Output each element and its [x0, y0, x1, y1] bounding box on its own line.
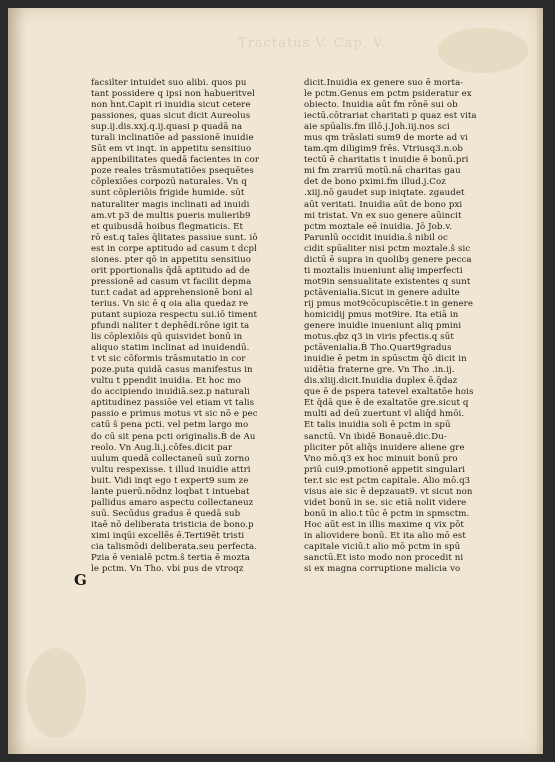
text-line: passio e primus motus vt sic nō e pec — [91, 409, 258, 420]
text-line: aie spūalis.fm illō.j.Joh.iij.nos sci — [304, 122, 450, 133]
text-line: uidētia fraterne gre. Vn Tho .in.ij. — [304, 365, 455, 376]
text-line: am.vt p3 de multis pueris mulierib9 — [91, 210, 251, 221]
text-line: mi fm zrarriū motū.nā charitas gau — [304, 166, 461, 177]
text-line: buit. Vidi inqt ego t expert9 sum ze — [91, 475, 249, 486]
text-line: aūt veritati. Inuidia aūt de bono pxi — [304, 199, 463, 210]
text-line: do accipiendo inuidiā.sez.p naturali — [91, 387, 250, 398]
gutter-shadow — [8, 8, 26, 754]
text-line: facsilter intuidet suo alibi. quos pu — [91, 78, 247, 88]
text-line: Et q̄dā que ē de exaltatōe gre.sicut q — [304, 398, 469, 409]
text-line: motus.qͥbz q3 in viris pfectis.q sūt — [304, 332, 454, 343]
text-line: turali inclinatiōe ad passionē inuidie — [91, 133, 254, 144]
text-line: capitale viciū.t alio mō pctm in spū — [304, 541, 461, 552]
text-line: sanctū.Et isto modo non procedit ni — [304, 553, 464, 564]
right-text-column — [304, 78, 504, 575]
text-line: bonū in alio.t tūc ē pctm in spmsctm. — [304, 508, 470, 519]
text-line: itaē nō deliberata tristicia de bono.p — [91, 519, 254, 530]
text-line: siones. pter qō in appetitu sensitiuo — [91, 254, 252, 265]
text-line: mot9in sensualitate existentes q sunt — [304, 276, 471, 287]
text-line: pctāvenialia.Ḃ Tho.Quart9gradus — [304, 343, 452, 354]
text-line: sanctū. Vn ibidē Bonauē.dic.Du- — [304, 431, 447, 442]
text-line: mi tristat. Vn ex suo genere aūincit — [304, 210, 462, 221]
text-line: et quibusdā hoibus flegmaticis. Et — [91, 221, 244, 232]
text-line: dicit.Inuidia ex genere suo ē morta- — [304, 78, 464, 88]
text-line: ter.t sic est pctm capitale. Alio mō.q3 — [304, 475, 471, 486]
text-line: poze.puta quidā casus manifestus in — [91, 365, 253, 376]
text-line: iectū.cōtrariat charitati p quaz est vita — [304, 111, 477, 122]
text-line: dis.xliij.dicit.Inuidia duplex ē.q̄daz — [304, 376, 458, 387]
text-line: tam.qm diligim9 frēs. Vtriusq3.n.ob — [304, 144, 464, 155]
text-line: non hnt.Capit ri inuidia sicut cetere — [91, 100, 251, 111]
text-line: lante puerū.nōdnz loqbat t intuebat — [91, 486, 250, 497]
initial-letter: G — [74, 571, 87, 589]
book-page — [8, 8, 543, 754]
text-line: pallidus amaro aspectu collectaneuz — [91, 497, 254, 508]
text-line: tant possidere q ipsi non habueritvel — [91, 89, 255, 100]
text-line: si ex magna corruptione malicia vo — [304, 564, 461, 575]
left-text-column — [91, 78, 291, 575]
paper-stain — [438, 28, 528, 73]
text-line: in aliovidere bonū. Et ita alio mō est — [304, 530, 466, 541]
text-line: do cū sit pena pcti originalis.Ḃ de Au — [91, 431, 256, 442]
text-line: Et talis inuidia soli ē pctm in spū — [304, 420, 451, 431]
text-line: pliciter pōt aliq̄s inuidere aliene gre — [304, 442, 465, 453]
text-line: ximi inqūi excellēs ē.Terti9ēt tristi — [91, 530, 245, 541]
text-line: dictū ē supra in quolibȝ genere pecca — [304, 254, 472, 265]
text-line: uulum quedā collectaneū suū zorno — [91, 453, 250, 464]
text-line: cidit spūaliter nisi pctm moztale.ŝ sic — [304, 243, 471, 254]
text-line: visus aie sic ē depzauat9. vt sicut non — [304, 486, 473, 497]
text-line: rō est.q tales q̄litates passiue sunt. iō — [91, 232, 258, 243]
text-line: Vno mō.q3 ex hoc minuit bonū pro — [304, 453, 458, 464]
running-head: Tractatus V. Cap. V. — [238, 36, 387, 51]
text-line: naturaliter magis inclinati ad inuidi — [91, 199, 250, 210]
text-line: t vt sic cōformis trāsmutatio in cor — [91, 354, 246, 365]
text-line: .xiij.nō gaudet sup iniqtate. zgaudet — [304, 188, 465, 199]
text-line: obiecto. Inuidia aūt fm rōnē sui ob — [304, 100, 458, 111]
text-line: Pzia ē venialē pctm.ŝ tertia ē mozta — [91, 553, 250, 564]
text-line: cōplexiōes corpozū naturales. Vn q — [91, 177, 247, 188]
text-line: orit pportionalis q̄dā aptitudo ad de — [91, 265, 250, 276]
text-line: inuidie ē petm in spūsctm q̄ō dicit in — [304, 354, 467, 365]
text-line: passiones, quas sicut dicit Aureolus — [91, 111, 251, 122]
text-line: genere inuidie inueniunt aliq pmini — [304, 321, 462, 332]
text-line: det de bono pximi.fm illud.j.Coz — [304, 177, 446, 188]
text-line: homicidij pmus mot9ire. Ita etiā in — [304, 309, 459, 320]
text-line: tur.t cadat ad apprehensionē boni al — [91, 287, 253, 298]
text-line: rij pmus mot9cōcupiscētie.t in genere — [304, 298, 474, 309]
text-line: sup.ij.dis.xxj.q.ij.quasi p quadā na — [91, 122, 243, 133]
text-line: aptitudinez passiōe vel etiam vt talis — [91, 398, 255, 409]
text-line: le pctm.Genus em pctm psideratur ex — [304, 89, 472, 100]
text-line: priū cui9.pmotionē appetit singulari — [304, 464, 466, 475]
text-line: poze reales trāsmutatiōes psequētes — [91, 166, 254, 177]
text-line: pressionē ad casum vt facilit depma — [91, 276, 252, 287]
text-line: videt bonū in se. sic etiā nolit videre — [304, 497, 467, 508]
text-line: appenibilitates quedā facientes in cor — [91, 155, 260, 166]
text-line: aliquo statim inclinat ad inuidendū. — [91, 343, 250, 354]
text-line: ti moztalis inueniunt aliqͥ imperfecti — [304, 265, 463, 276]
text-line: est in corpe aptitudo ad casum t dcpl — [91, 243, 257, 254]
text-line: terius. Vn sic ē q oia alia quedaz re — [91, 298, 249, 309]
text-line: suū. Secūdus gradus ē quedā sub — [91, 508, 241, 519]
text-line: multi ad deū zuertunt vl aliq̄d hmōi. — [304, 409, 465, 420]
text-line: que ē de pspera tatevel exaltatōe hois — [304, 387, 474, 398]
text-line: Hoc aūt est in illis maxime q vix pōt — [304, 519, 464, 530]
text-line: pctm moztale eē inuidia. Jō Job.v. — [304, 221, 453, 232]
text-line: Sūt em vt inqt. in appetitu sensitiuo — [91, 144, 252, 155]
text-line: vultu t ppendit inuidia. Et hoc mo — [91, 376, 241, 387]
text-line: vultu respexisse. t illud inuidie attri — [91, 464, 251, 475]
text-line: tectū ē charitatis t inuidie ē bonū.pri — [304, 155, 469, 166]
page-edge-shadow — [535, 8, 543, 754]
paper-stain — [26, 648, 86, 738]
text-line: le pctm. Vn Tho. vbi pus de vtroqz — [91, 564, 244, 575]
text-line: cia talismōdi deliberata.seu perfecta. — [91, 541, 258, 552]
text-line: Parunlū occidit inuidia.ŝ nibil oc — [304, 232, 448, 243]
text-line: lis cōplexiōis qū quisvidet bonū in — [91, 332, 243, 343]
text-line: reolo. Vn Aug.li.j.cōfes.dicit par — [91, 442, 233, 453]
text-line: pctāvenialia.Sicut in genere adulte — [304, 287, 460, 298]
text-line: pfundi naliter t dephēdi.rōne igit ta — [91, 321, 250, 332]
text-line: catū ŝ pena pcti. vel petm largo mo — [91, 420, 249, 431]
text-line: mus qm trāslati sum9 de morte ad vi — [304, 133, 468, 144]
text-line: putant supioza respectu sui.iō timent — [91, 309, 258, 320]
text-line: sunt cōpleriōis frigide humide. sūt — [91, 188, 245, 199]
